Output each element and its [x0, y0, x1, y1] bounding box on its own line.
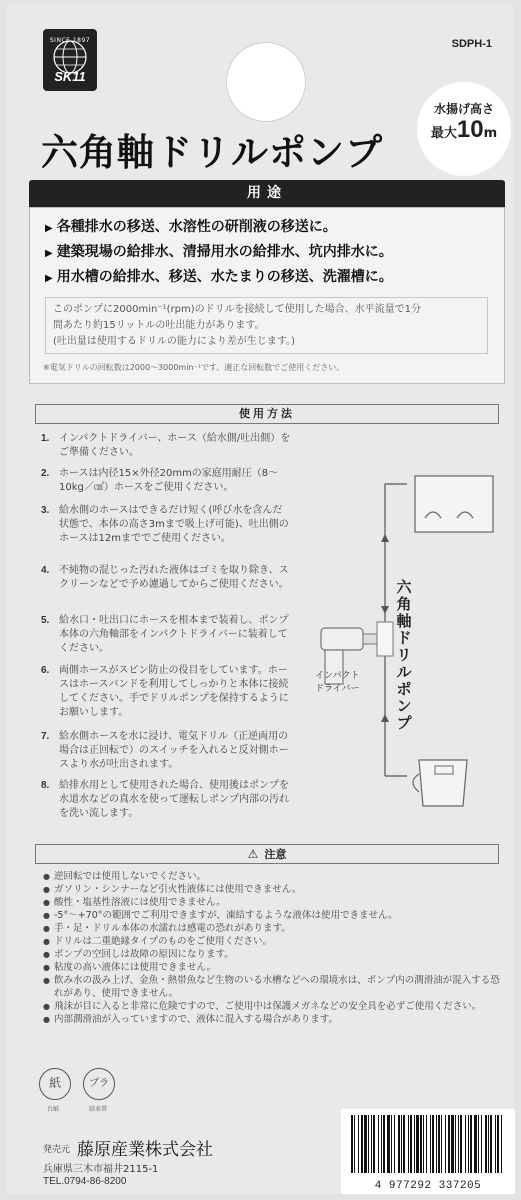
maker-name: 藤原産業株式会社 [77, 1140, 213, 1160]
barcode-bar [441, 1115, 442, 1173]
barcode-bar [490, 1115, 492, 1173]
barcode-bar [414, 1115, 415, 1173]
driver-label-line: ドライバー [315, 684, 360, 694]
step-text: 給水口・吐出口にホースを根本まで装着し、ポンプ本体の六角軸部をインパクトドライバーに装着してください。 [59, 615, 289, 654]
paper-recycle-label: 台紙 [47, 1106, 60, 1113]
hang-hole [226, 42, 306, 122]
barcode-bar [373, 1115, 375, 1173]
step-number: 2. [41, 468, 50, 479]
maker-address: 兵庫県三木市福井2115-1 [43, 1164, 159, 1175]
usage-item [45, 216, 337, 236]
barcode-bar [358, 1115, 359, 1173]
caution-item: ● 飲み水の汲み上げ、金魚・熱帯魚など生物のいる水槽などへの環境水は、ポンプ内の潤滑油が混入する恐れがあり、使用できません。 [43, 974, 503, 1000]
barcode-bar [391, 1115, 392, 1173]
barcode-bar [445, 1115, 446, 1173]
step-text: ホースは内径15×外径20mmの家庭用耐圧（8〜10kg／㎠）ホースをご使用ください。 [59, 468, 279, 493]
lift-height-badge [417, 82, 511, 176]
lift-height-value [417, 116, 511, 144]
logo-brand-text: SK11 [54, 69, 86, 84]
howto-step [41, 564, 291, 592]
barcode-bar [436, 1115, 437, 1173]
usage-box [29, 207, 505, 384]
caution-item: ● 内部潤滑油が入っていますので、液体に混入する場合があります。 [43, 1013, 503, 1026]
barcode-bar [451, 1115, 454, 1173]
caution-heading [35, 844, 499, 864]
barcode-bar [368, 1115, 369, 1173]
step-text: 給水側のホースはできるだけ短く(呼び水を含んだ状態で、本体の高さ3mまで吸上げ可能)、吐出側のホースは12mまででご使用ください。 [59, 505, 289, 544]
rpm-footnote: ※電気ドリルの回転数は2000～3000min⁻¹です。適正な回転数でご使用ください。 [43, 363, 345, 372]
barcode-bar [465, 1115, 466, 1173]
warning-triangle-icon: ⚠ [247, 847, 259, 861]
plastic-recycle-icon: プラ [83, 1068, 115, 1100]
barcode-bar [423, 1115, 424, 1173]
barcode-bar [478, 1115, 479, 1173]
barcode-bar [448, 1115, 450, 1173]
barcode-bar [381, 1115, 382, 1173]
barcode-bar [495, 1115, 496, 1173]
caution-item: ● 粘度の高い液体には使用できません。 [43, 961, 503, 974]
step-text: 両側ホースがスピン防止の役目をしています。ホースはホースバンドを利用してしっかりと本体に接続してください。手でドリルポンプを保持するようにお願いします。 [59, 665, 289, 718]
model-number: SDPH-1 [451, 38, 492, 50]
caution-item: ● 逆回転では使用しないでください。 [43, 870, 503, 883]
caution-item: ● ドリルは二重絶縁タイプのものをご使用ください。 [43, 935, 503, 948]
barcode-bar [455, 1115, 456, 1173]
howto-step [41, 779, 291, 821]
barcode-bar [458, 1115, 459, 1173]
barcode-bar [430, 1115, 431, 1173]
barcode-bar [488, 1115, 489, 1173]
product-title: 六角軸ドリルポンプ [41, 131, 383, 174]
barcode-bar [351, 1115, 353, 1173]
driver-label-line: インパクト [315, 671, 360, 681]
usage-item-text: 用水槽の給排水、移送、水たまりの移送、洗濯槽に。 [56, 269, 393, 285]
barcode-bar [481, 1115, 482, 1173]
caution-item: ● 酸性・塩基性溶液には使用できません。 [43, 896, 503, 909]
howto-step [41, 432, 291, 460]
barcode-bar [383, 1115, 385, 1173]
barcode-bar [420, 1115, 422, 1173]
diagram-vertical-label: 六角軸ドリルポンプ [396, 578, 412, 732]
caution-heading-text: 注意 [264, 848, 287, 861]
howto-step [41, 730, 291, 772]
plastic-recycle-label: 結束帯 [89, 1106, 108, 1113]
barcode-bars-icon [341, 1109, 515, 1175]
usage-item [45, 266, 393, 286]
barcode-bar [361, 1115, 363, 1173]
triangle-bullet-icon: ▶ [45, 273, 53, 284]
step-number: 8. [41, 780, 50, 791]
caution-item: ● 手・足・ドリル本体の水濡れは感電の恐れがあります。 [43, 922, 503, 935]
step-number: 1. [41, 433, 50, 444]
barcode-bar [378, 1115, 379, 1173]
usage-heading: 用途 [29, 180, 505, 207]
maker-prefix: 発売元 [43, 1145, 71, 1155]
step-text: インパクトドライバー、ホース（給水側/吐出側）をご準備ください。 [59, 433, 291, 458]
barcode-number: 4 977292 337205 [374, 1180, 482, 1192]
barcode [341, 1109, 515, 1194]
caution-item: ● -5°〜+70°の範囲でご利用できますが、凍結するような液体は使用できません。 [43, 909, 503, 922]
usage-item-text: 各種排水の移送、水溶性の研削液の移送に。 [56, 219, 337, 235]
barcode-bar [394, 1115, 395, 1173]
lift-prefix: 最大 [430, 126, 457, 141]
barcode-bar [398, 1115, 400, 1173]
note-line: 間あたり約15リットルの吐出能力があります。 [53, 320, 265, 331]
barcode-bar [497, 1115, 499, 1173]
triangle-bullet-icon: ▶ [45, 248, 53, 259]
step-number: 4. [41, 565, 50, 576]
step-text: 給水側ホースを水に浸け、電気ドリル（正逆両用の場合は正回転で）のスイッチを入れると反対側ホースより水が吐出されます。 [59, 731, 289, 770]
step-number: 7. [41, 731, 50, 742]
caution-list [43, 870, 503, 1026]
barcode-bar [438, 1115, 440, 1173]
barcode-bar [416, 1115, 419, 1173]
barcode-bar [371, 1115, 372, 1173]
usage-item [45, 241, 393, 261]
howto-step [41, 467, 291, 495]
howto-step [41, 664, 291, 720]
barcode-bar [501, 1115, 502, 1173]
barcode-bar [470, 1115, 472, 1173]
lift-height-label: 水揚げ高さ [433, 102, 494, 116]
barcode-bar [485, 1115, 487, 1173]
barcode-bar [354, 1115, 355, 1173]
driver-label [315, 670, 360, 696]
step-number: 5. [41, 615, 50, 626]
caution-item: ● ガソリン・シンナーなど引火性液体には使用できません。 [43, 883, 503, 896]
barcode-bar [408, 1115, 409, 1173]
barcode-bar [426, 1115, 427, 1173]
logo-since-text: SINCE 1897 [49, 37, 91, 44]
barcode-bar [387, 1115, 390, 1173]
caution-item: ● ポンプの空回しは故障の原因になります。 [43, 948, 503, 961]
step-number: 3. [41, 505, 50, 516]
howto-heading: 使用方法 [35, 404, 499, 424]
barcode-bar [410, 1115, 412, 1173]
barcode-bar [460, 1115, 462, 1173]
maker-tel: TEL.0794-86-8200 [43, 1176, 127, 1187]
barcode-bar [432, 1115, 434, 1173]
step-text: 不純物の混じった汚れた液体はゴミを取り除き、スクリーンなどで予め濾過してからご使用ください。 [59, 565, 289, 590]
water-bucket-icon [413, 760, 467, 806]
barcode-bar [403, 1115, 405, 1173]
howto-step [41, 504, 291, 546]
barcode-bar [468, 1115, 469, 1173]
usage-item-text: 建築現場の給排水、清掃用水の給排水、坑内排水に。 [56, 244, 393, 260]
paper-recycle-icon: 紙 [39, 1068, 71, 1100]
step-text: 給排水用として使用された場合、使用後はポンプを水道水などの真水を使って運転しポンプ内部の汚れを洗い流します。 [59, 780, 289, 819]
discharge-tank-icon [415, 476, 493, 532]
caution-item: ● 飛沫が目に入ると非常に危険ですので、ご使用中は保護メガネなどの安全具を必ずご使用ください。 [43, 1000, 503, 1013]
note-line: (吐出量は使用するドリルの能力により差が生じます。) [53, 336, 296, 347]
barcode-bar [474, 1115, 477, 1173]
barcode-bar [364, 1115, 367, 1173]
barcode-bar [401, 1115, 402, 1173]
package-card [7, 4, 514, 1194]
lift-unit: m [483, 126, 498, 141]
howto-step [41, 614, 291, 656]
brand-logo [43, 29, 97, 91]
note-line: このポンプに2000min⁻¹(rpm)のドリルを接続して使用した場合、水平流量で1分 [53, 304, 421, 315]
lift-number: 10 [456, 116, 484, 143]
step-number: 6. [41, 665, 50, 676]
triangle-bullet-icon: ▶ [45, 223, 53, 234]
flow-note-box [45, 297, 488, 354]
